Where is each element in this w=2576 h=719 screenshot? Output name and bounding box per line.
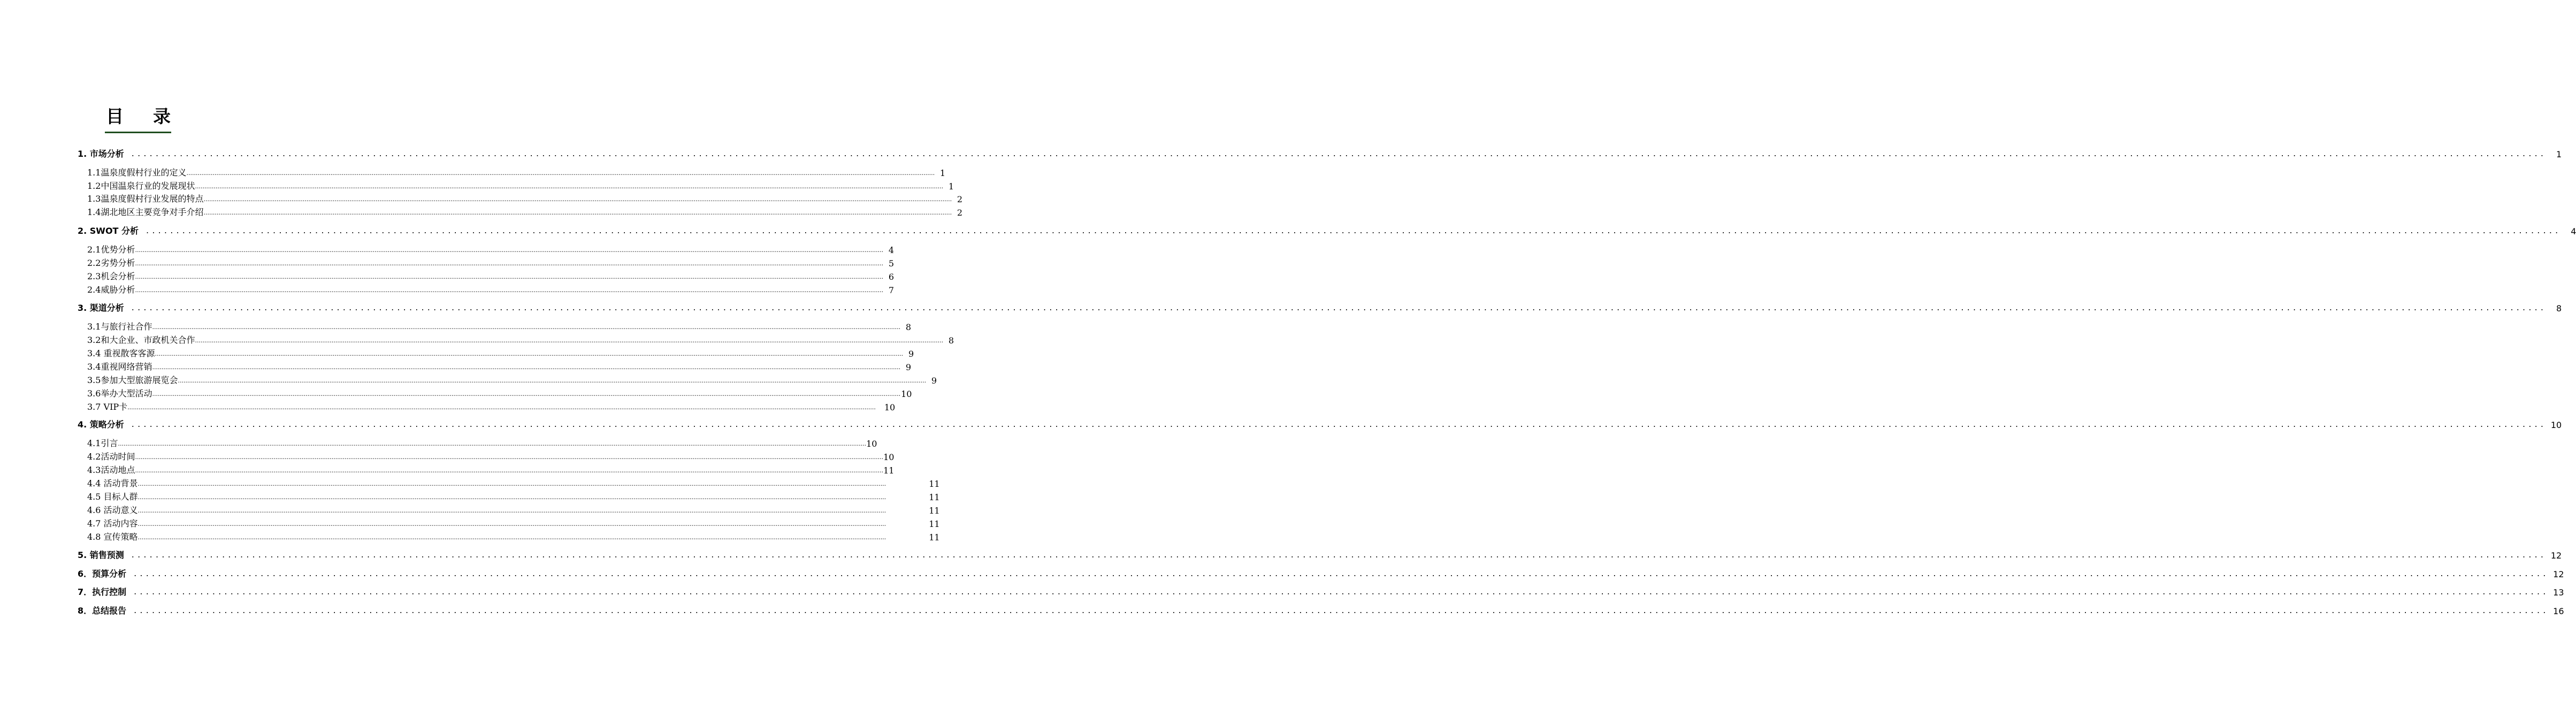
toc-page-number: 1 <box>948 181 954 192</box>
toc-page-number: 11 <box>929 506 940 516</box>
toc-entry-label: 1. 市场分析 <box>78 149 124 159</box>
toc-subsection-entry[interactable] <box>87 284 895 295</box>
toc-leader-dots: ................................................................................................................................................................................................................................................................................................................................................................................................................ <box>137 534 886 541</box>
toc-subsection-entry[interactable] <box>87 437 877 449</box>
toc-page-number: 10 <box>2550 420 2562 430</box>
toc-page-number: 12 <box>2553 569 2564 579</box>
toc-entry-label: 1.4湖北地区主要竞争对手介绍 <box>87 207 204 217</box>
toc-entry-label: 4.6 活动意义 <box>87 505 138 515</box>
toc-subsection-entry[interactable] <box>87 334 954 346</box>
toc-leader-dots: ................................................................................................................................................................................................................................................................................................................................................................................................................ <box>137 507 886 514</box>
toc-entry-label: 3.1与旅行社合作 <box>87 322 152 332</box>
toc-entry-label: 1.3温泉度假村行业发展的特点 <box>87 194 204 204</box>
toc-leader-dots: ................................................................................................................................................................................................................................................................................................................................................................................................................ <box>134 568 2549 578</box>
toc-entry-label: 3.4重视网络营销 <box>87 362 152 372</box>
toc-page-number: 7 <box>888 285 895 295</box>
toc-subsection-entry[interactable] <box>87 531 940 542</box>
toc-page-number: 2 <box>957 208 963 218</box>
toc-page-number: 5 <box>888 258 895 269</box>
toc-leader-dots: ................................................................................................................................................................................................................................................................................................................................................................................................................ <box>135 467 884 474</box>
toc-subsection-entry[interactable] <box>87 401 896 412</box>
toc-entry-label: 2.1优势分析 <box>87 244 135 255</box>
toc-page-number: 9 <box>908 349 914 359</box>
toc-subsection-entry[interactable] <box>87 361 912 372</box>
toc-leader-dots: ................................................................................................................................................................................................................................................................................................................................................................................................................ <box>137 480 886 487</box>
toc-leader-dots: ................................................................................................................................................................................................................................................................................................................................................................................................................ <box>131 419 2547 429</box>
toc-page-number: 9 <box>931 376 937 386</box>
toc-page-number: 16 <box>2553 606 2564 616</box>
toc-subsection-entry[interactable] <box>87 257 895 269</box>
toc-leader-dots: ................................................................................................................................................................................................................................................................................................................................................................................................................ <box>137 494 886 501</box>
toc-subsection-entry[interactable] <box>87 477 940 489</box>
toc-subsection-entry[interactable] <box>87 374 937 386</box>
toc-entry-label: 2.3机会分析 <box>87 271 135 281</box>
toc-leader-dots: ................................................................................................................................................................................................................................................................................................................................................................................................................ <box>152 391 901 397</box>
toc-section-entry[interactable] <box>78 605 2564 616</box>
toc-subsection-entry[interactable] <box>87 450 895 462</box>
toc-entry-label: 3.4 重视散客客源 <box>87 348 155 358</box>
toc-page-number: 6 <box>888 272 895 282</box>
toc-page-number: 10 <box>884 402 896 412</box>
toc-subsection-entry[interactable] <box>87 387 912 399</box>
toc-entry-label: 4.5 目标人群 <box>87 492 138 502</box>
toc-entry-label: 3.7 VIP卡 <box>87 402 128 412</box>
toc-entry-label: 5. 销售预测 <box>78 550 124 560</box>
toc-section-entry[interactable] <box>78 586 2564 598</box>
toc-leader-dots: ................................................................................................................................................................................................................................................................................................................................................................................................................ <box>127 404 876 411</box>
toc-subsection-entry[interactable] <box>87 464 895 476</box>
toc-subsection-entry[interactable] <box>87 517 940 529</box>
toc-entry-label: 4.3活动地点 <box>87 465 135 475</box>
toc-page-number: 10 <box>883 452 895 462</box>
toc-entry-label: 3.2和大企业、市政机关合作 <box>87 335 195 345</box>
toc-leader-dots: ................................................................................................................................................................................................................................................................................................................................................................................................................ <box>137 521 886 527</box>
toc-subsection-entry[interactable] <box>87 491 940 502</box>
toc-leader-dots: ................................................................................................................................................................................................................................................................................................................................................................................................................ <box>135 247 884 254</box>
toc-leader-dots: ................................................................................................................................................................................................................................................................................................................................................................................................................ <box>134 586 2549 596</box>
toc-entry-label: 8．总结报告 <box>78 606 127 616</box>
toc-page-number: 13 <box>2553 587 2564 598</box>
toc-page-number: 2 <box>957 194 963 204</box>
toc-entry-label: 4.2活动时间 <box>87 452 135 462</box>
toc-entry-label: 4.4 活动背景 <box>87 478 138 488</box>
toc-leader-dots: ................................................................................................................................................................................................................................................................................................................................................................................................................ <box>155 350 904 357</box>
toc-page-number: 11 <box>929 479 940 489</box>
toc-page-number: 10 <box>901 389 912 399</box>
toc-title-char-1: 目 <box>106 106 124 127</box>
toc-section-entry[interactable] <box>78 148 2562 159</box>
toc-page-number: 4 <box>2571 226 2576 236</box>
toc-leader-dots: ................................................................................................................................................................................................................................................................................................................................................................................................................ <box>135 287 884 294</box>
toc-leader-dots: ................................................................................................................................................................................................................................................................................................................................................................................................................ <box>178 377 927 384</box>
toc-section-entry[interactable] <box>78 302 2562 313</box>
toc-leader-dots: ................................................................................................................................................................................................................................................................................................................................................................................................................ <box>131 549 2547 560</box>
toc-page-number: 11 <box>929 532 940 542</box>
toc-section-entry[interactable] <box>78 225 2576 236</box>
toc-page-number: 8 <box>905 322 912 332</box>
toc-entry-label: 6．预算分析 <box>78 569 127 579</box>
toc-entry-label: 7．执行控制 <box>78 587 127 597</box>
toc-page-number: 11 <box>929 492 940 502</box>
toc-leader-dots: ................................................................................................................................................................................................................................................................................................................................................................................................................ <box>195 183 944 190</box>
toc-subsection-entry[interactable] <box>87 504 940 516</box>
toc-leader-dots: ................................................................................................................................................................................................................................................................................................................................................................................................................ <box>195 337 944 344</box>
toc-leader-dots: ................................................................................................................................................................................................................................................................................................................................................................................................................ <box>135 273 884 280</box>
toc-leader-dots: ................................................................................................................................................................................................................................................................................................................................................................................................................ <box>146 225 2562 235</box>
toc-entry-label: 2.2劣势分析 <box>87 258 135 268</box>
toc-subsection-entry[interactable] <box>87 206 963 218</box>
toc-page-number: 10 <box>866 439 877 449</box>
toc-section-entry[interactable] <box>78 418 2562 430</box>
toc-subsection-entry[interactable] <box>87 320 912 332</box>
toc-entry-label: 3.6举办大型活动 <box>87 388 152 399</box>
toc-leader-dots: ................................................................................................................................................................................................................................................................................................................................................................................................................ <box>131 302 2547 312</box>
toc-subsection-entry[interactable] <box>87 270 895 282</box>
toc-page-number: 12 <box>2550 550 2562 561</box>
toc-subsection-entry[interactable] <box>87 180 954 192</box>
toc-subsection-entry[interactable] <box>87 166 946 178</box>
toc-page-number: 11 <box>883 465 895 476</box>
toc-page-number: 11 <box>929 519 940 529</box>
toc-leader-dots: ................................................................................................................................................................................................................................................................................................................................................................................................................ <box>135 454 884 461</box>
toc-subsection-entry[interactable] <box>87 193 963 204</box>
toc-entry-label: 4.7 活动内容 <box>87 518 138 529</box>
toc-entry-label: 4.8 宣传策略 <box>87 532 138 542</box>
toc-leader-dots: ................................................................................................................................................................................................................................................................................................................................................................................................................ <box>135 260 884 267</box>
toc-entry-label: 4.1引言 <box>87 438 118 448</box>
toc-page-number: 8 <box>948 335 954 346</box>
toc-leader-dots: ................................................................................................................................................................................................................................................................................................................................................................................................................ <box>203 209 952 216</box>
toc-page-number: 8 <box>2556 303 2562 313</box>
toc-entry-label: 2. SWOT 分析 <box>78 226 139 236</box>
toc-subsection-entry[interactable] <box>87 347 914 359</box>
toc-section-entry[interactable] <box>78 568 2564 579</box>
toc-entry-label: 4. 策略分析 <box>78 419 124 430</box>
toc-subsection-entry[interactable] <box>87 243 895 255</box>
toc-page-number: 1 <box>2556 149 2562 159</box>
toc-leader-dots: ................................................................................................................................................................................................................................................................................................................................................................................................................ <box>152 364 901 371</box>
toc-leader-dots: ................................................................................................................................................................................................................................................................................................................................................................................................................ <box>134 605 2549 615</box>
toc-section-entry[interactable] <box>78 549 2562 561</box>
toc-title-char-2: 录 <box>153 106 171 127</box>
toc-page-number: 9 <box>905 362 912 372</box>
toc-entry-label: 3.5参加大型旅游展览会 <box>87 375 178 385</box>
toc-entry-label: 1.2中国温泉行业的发展现状 <box>87 181 195 191</box>
toc-leader-dots: ................................................................................................................................................................................................................................................................................................................................................................................................................ <box>152 324 901 331</box>
toc-leader-dots: ................................................................................................................................................................................................................................................................................................................................................................................................................ <box>131 148 2547 158</box>
toc-leader-dots: ................................................................................................................................................................................................................................................................................................................................................................................................................ <box>203 196 952 203</box>
toc-leader-dots: ................................................................................................................................................................................................................................................................................................................................................................................................................ <box>186 170 935 177</box>
toc-entry-label: 2.4威胁分析 <box>87 285 135 295</box>
toc-leader-dots: ................................................................................................................................................................................................................................................................................................................................................................................................................ <box>118 440 867 447</box>
toc-entry-label: 3. 渠道分析 <box>78 303 124 313</box>
toc-entry-label: 1.1温泉度假村行业的定义 <box>87 167 187 178</box>
toc-page-number: 4 <box>888 245 895 255</box>
toc-page-number: 1 <box>939 168 946 178</box>
